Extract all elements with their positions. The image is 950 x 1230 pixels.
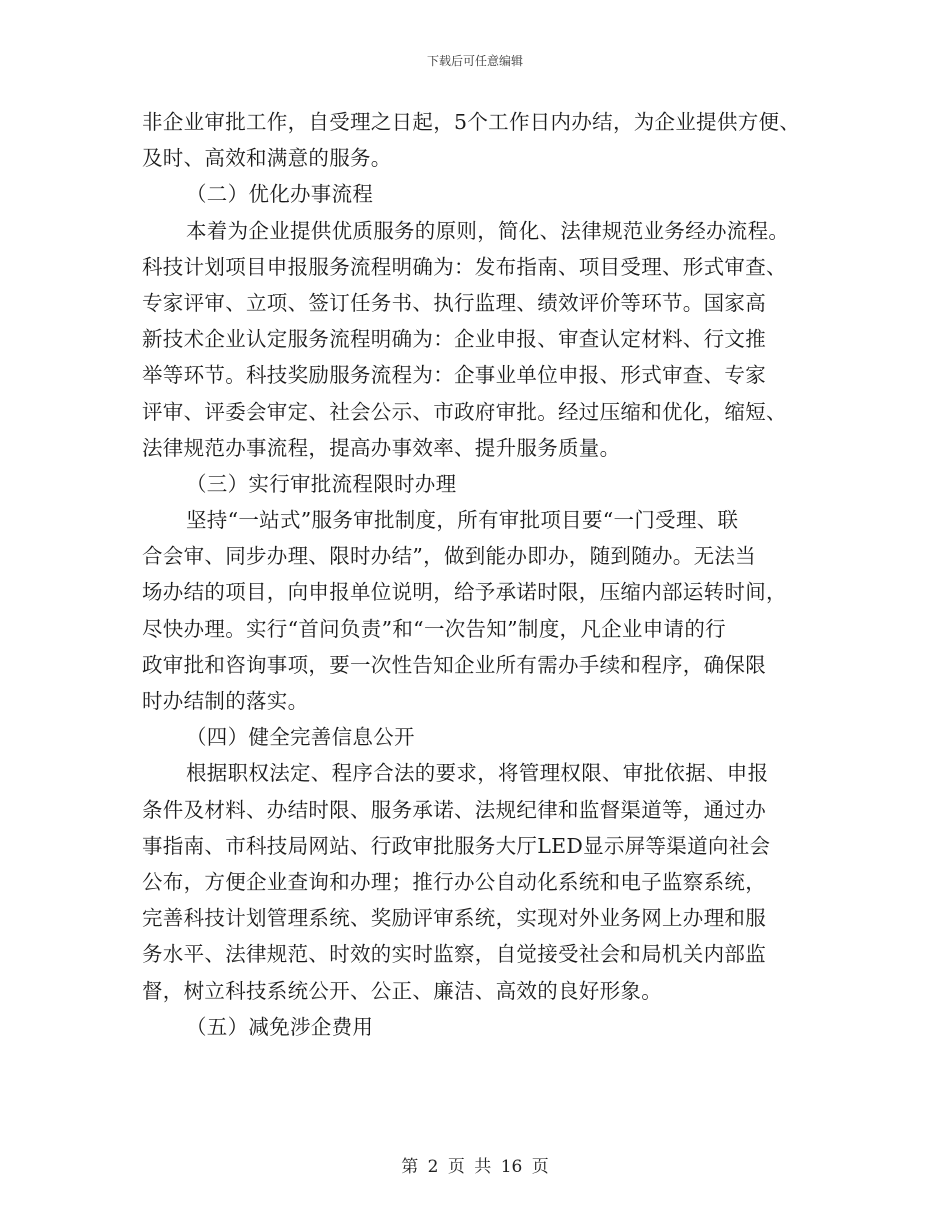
- section-heading: （四）健全完善信息公开: [186, 725, 415, 750]
- paragraph-line: 条件及材料、办结时限、服务承诺、法规纪律和监督渠道等，通过办: [142, 797, 766, 822]
- paragraph-line: 新技术企业认定服务流程明确为：企业申报、审查认定材料、行文推: [142, 327, 766, 352]
- paragraph-line: 法律规范办事流程，提高办事效率、提升服务质量。: [142, 435, 621, 460]
- paragraph-line: 评审、评委会审定、社会公示、市政府审批。经过压缩和优化，缩短、: [142, 399, 787, 424]
- paragraph-line: 根据职权法定、程序合法的要求，将管理权限、审批依据、申报: [186, 761, 769, 786]
- paragraph-line: 非企业审批工作，自受理之日起，5个工作日内办结，为企业提供方便、: [142, 110, 801, 134]
- paragraph-line: 及时、高效和满意的服务。: [142, 146, 392, 171]
- paragraph-line: 时办结制的落实。: [142, 689, 309, 713]
- paragraph-line: 完善科技计划管理系统、奖励评审系统，实现对外业务网上办理和服: [142, 906, 766, 931]
- section-heading: （五）减免涉企费用: [186, 1014, 374, 1039]
- page-header-note: 下载后可任意编辑: [426, 54, 523, 68]
- paragraph-line: 举等环节。科技奖励服务流程为：企事业单位申报、形式审查、专家: [142, 363, 766, 388]
- document-body: [142, 104, 822, 1045]
- paragraph-line: 务水平、法律规范、时效的实时监察，自觉接受社会和局机关内部监: [142, 942, 766, 967]
- paragraph-line: 科技计划项目申报服务流程明确为：发布指南、项目受理、形式审查、: [142, 254, 787, 279]
- section-heading: （三）实行审批流程限时办理: [186, 471, 457, 496]
- paragraph-line: 督，树立科技系统公开、公正、廉洁、高效的良好形象。: [142, 978, 662, 1003]
- paragraph-line: 坚持“一站式”服务审批制度，所有审批项目要“一门受理、联: [186, 508, 739, 533]
- paragraph-line: 合会审、同步办理、限时办结”，做到能办即办，随到随办。无法当: [142, 544, 756, 569]
- page-number: 第 2 页 共 16 页: [401, 1157, 549, 1177]
- paragraph-line: 场办结的项目，向申报单位说明，给予承诺时限，压缩内部运转时间，: [142, 580, 787, 605]
- paragraph-line: 事指南、市科技局网站、行政审批服务大厅LED显示屏等渠道向社会: [142, 833, 771, 858]
- section-heading: （二）优化办事流程: [186, 182, 374, 207]
- paragraph-line: 尽快办理。实行“首问负责”和“一次告知”制度，凡企业申请的行: [142, 616, 726, 641]
- paragraph-line: 专家评审、立项、签订任务书、执行监理、绩效评价等环节。国家高: [142, 290, 766, 315]
- paragraph-line: 政审批和咨询事项，要一次性告知企业所有需办手续和程序，确保限: [142, 652, 766, 677]
- paragraph-line: 本着为企业提供优质服务的原则，简化、法律规范业务经办流程。: [186, 218, 790, 243]
- paragraph-line: 公布，方便企业查询和办理；推行办公自动化系统和电子监察系统，: [142, 869, 766, 894]
